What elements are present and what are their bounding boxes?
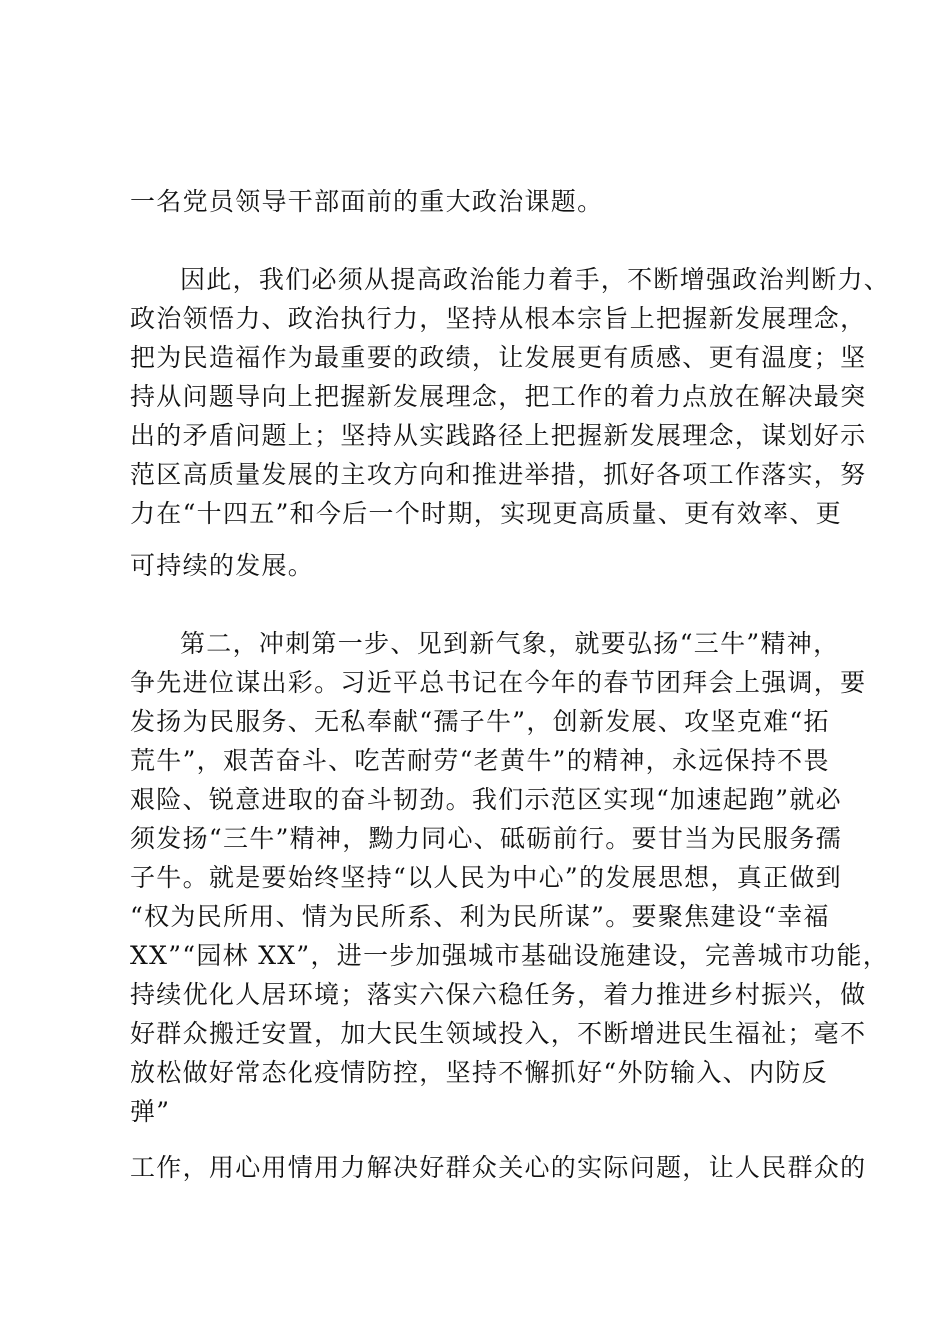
- paragraph-start-line: 第二，冲刺第一步、见到新气象，就要弘扬“三牛”精神，: [180, 629, 840, 658]
- text-line: 范区高质量发展的主攻方向和推进举措，抓好各项工作落实，努: [130, 460, 867, 489]
- text-line: 持续优化人居环境；落实六保六稳任务，着力推进乡村振兴，做: [130, 980, 867, 1009]
- text-line: 持从问题导向上把握新发展理念，把工作的着力点放在解决最突: [130, 382, 867, 411]
- text-line: 艰险、锐意进取的奋斗韧劲。我们示范区实现“加速起跑”就必: [130, 785, 842, 814]
- text-line: 好群众搬迁安置，加大民生领域投入，不断增进民生福祉；毫不: [130, 1019, 867, 1048]
- text-line: 发扬为民服务、无私奉献“孺子牛”，创新发展、攻坚克难“拓: [130, 707, 830, 736]
- text-line: 须发扬“三牛”精神，黝力同心、砥砺前行。要甘当为民服务孺: [130, 824, 842, 853]
- text-line: 力在“十四五”和今后一个时期，实现更高质量、更有效率、更: [130, 499, 842, 528]
- text-line: 弹”: [130, 1097, 171, 1126]
- text-line: 把为民造福作为最重要的政绩，让发展更有质感、更有温度；坚: [130, 343, 867, 372]
- paragraph-start-line: 因此，我们必须从提高政治能力着手，不断增强政治判断力、: [180, 265, 891, 294]
- text-line: 工作，用心用情用力解决好群众关心的实际问题，让人民群众的: [130, 1153, 867, 1182]
- text-line: “权为民所用、情为民所系、利为民所谋”。要聚焦建设“幸福: [130, 902, 830, 931]
- text-line: 放松做好常态化疫情防控，坚持不懈抓好“外防输入、内防反: [130, 1058, 828, 1087]
- text-line: 子牛。就是要始终坚持“以人民为中心”的发展思想，真正做到: [130, 863, 842, 892]
- text-line: 可持续的发展。: [130, 551, 315, 580]
- text-line: 荒牛”，艰苦奋斗、吃苦耐劳“老黄牛”的精神，永远保持不畏: [130, 746, 830, 775]
- text-line: XX”“园林 XX”，进一步加强城市基础设施建设，完善城市功能，: [130, 941, 890, 970]
- text-line: 政治领悟力、政治执行力，坚持从根本宗旨上把握新发展理念，: [130, 304, 867, 333]
- text-line: 争先进位谋出彩。习近平总书记在今年的春节团拜会上强调，要: [130, 668, 867, 697]
- text-line: 出的矛盾问题上；坚持从实践路径上把握新发展理念，谋划好示: [130, 421, 867, 450]
- text-line: 一名党员领导干部面前的重大政治课题。: [130, 187, 604, 216]
